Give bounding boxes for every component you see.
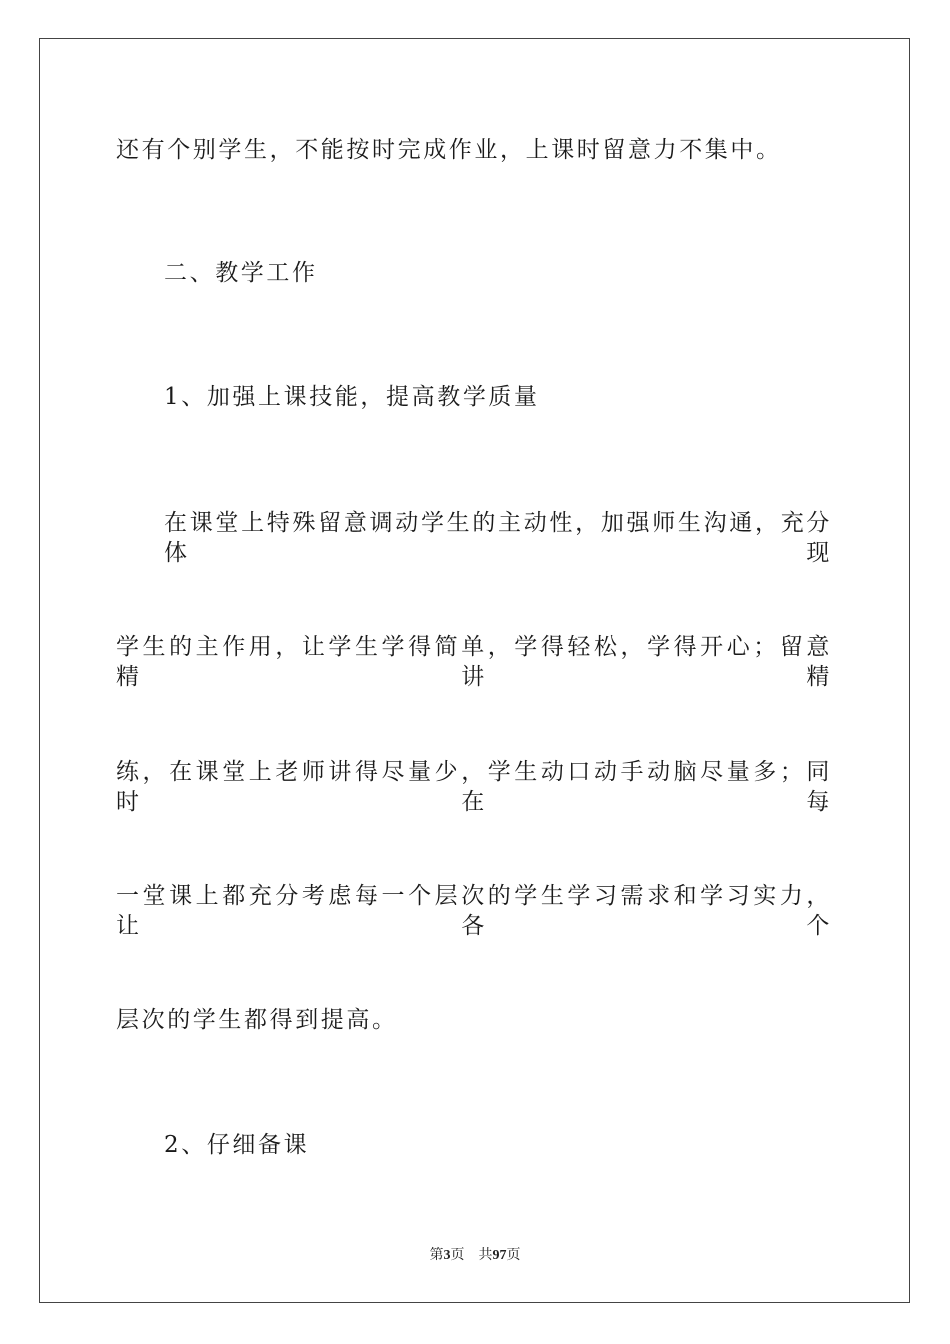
body-line-1: 在课堂上特殊留意调动学生的主动性，加强师生沟通，充分体现 bbox=[164, 510, 832, 566]
page-footer bbox=[0, 1247, 950, 1265]
body-line-2: 学生的主作用，让学生学得简单，学得轻松，学得开心；留意精讲精 bbox=[116, 634, 832, 690]
total-pages: 97 bbox=[492, 1248, 507, 1263]
total-prefix: 共 bbox=[478, 1248, 493, 1263]
paragraph-continuation: 还有个别学生，不能按时完成作业，上课时留意力不集中。 bbox=[116, 137, 782, 163]
page-prefix: 第 bbox=[429, 1248, 444, 1263]
section-heading: 二、教学工作 bbox=[164, 260, 318, 286]
body-line-3: 练，在课堂上老师讲得尽量少，学生动口动手动脑尽量多；同时在每 bbox=[116, 759, 832, 815]
page-suffix: 页 bbox=[450, 1248, 465, 1263]
total-suffix: 页 bbox=[506, 1248, 521, 1263]
subsection-heading-2: 2、仔细备课 bbox=[164, 1132, 310, 1158]
body-line-4: 一堂课上都充分考虑每一个层次的学生学习需求和学习实力，让各个 bbox=[116, 883, 832, 939]
page-number: 3 bbox=[443, 1248, 451, 1263]
body-line-5: 层次的学生都得到提高。 bbox=[116, 1007, 398, 1033]
subsection-heading-1: 1、加强上课技能，提高教学质量 bbox=[164, 384, 540, 410]
